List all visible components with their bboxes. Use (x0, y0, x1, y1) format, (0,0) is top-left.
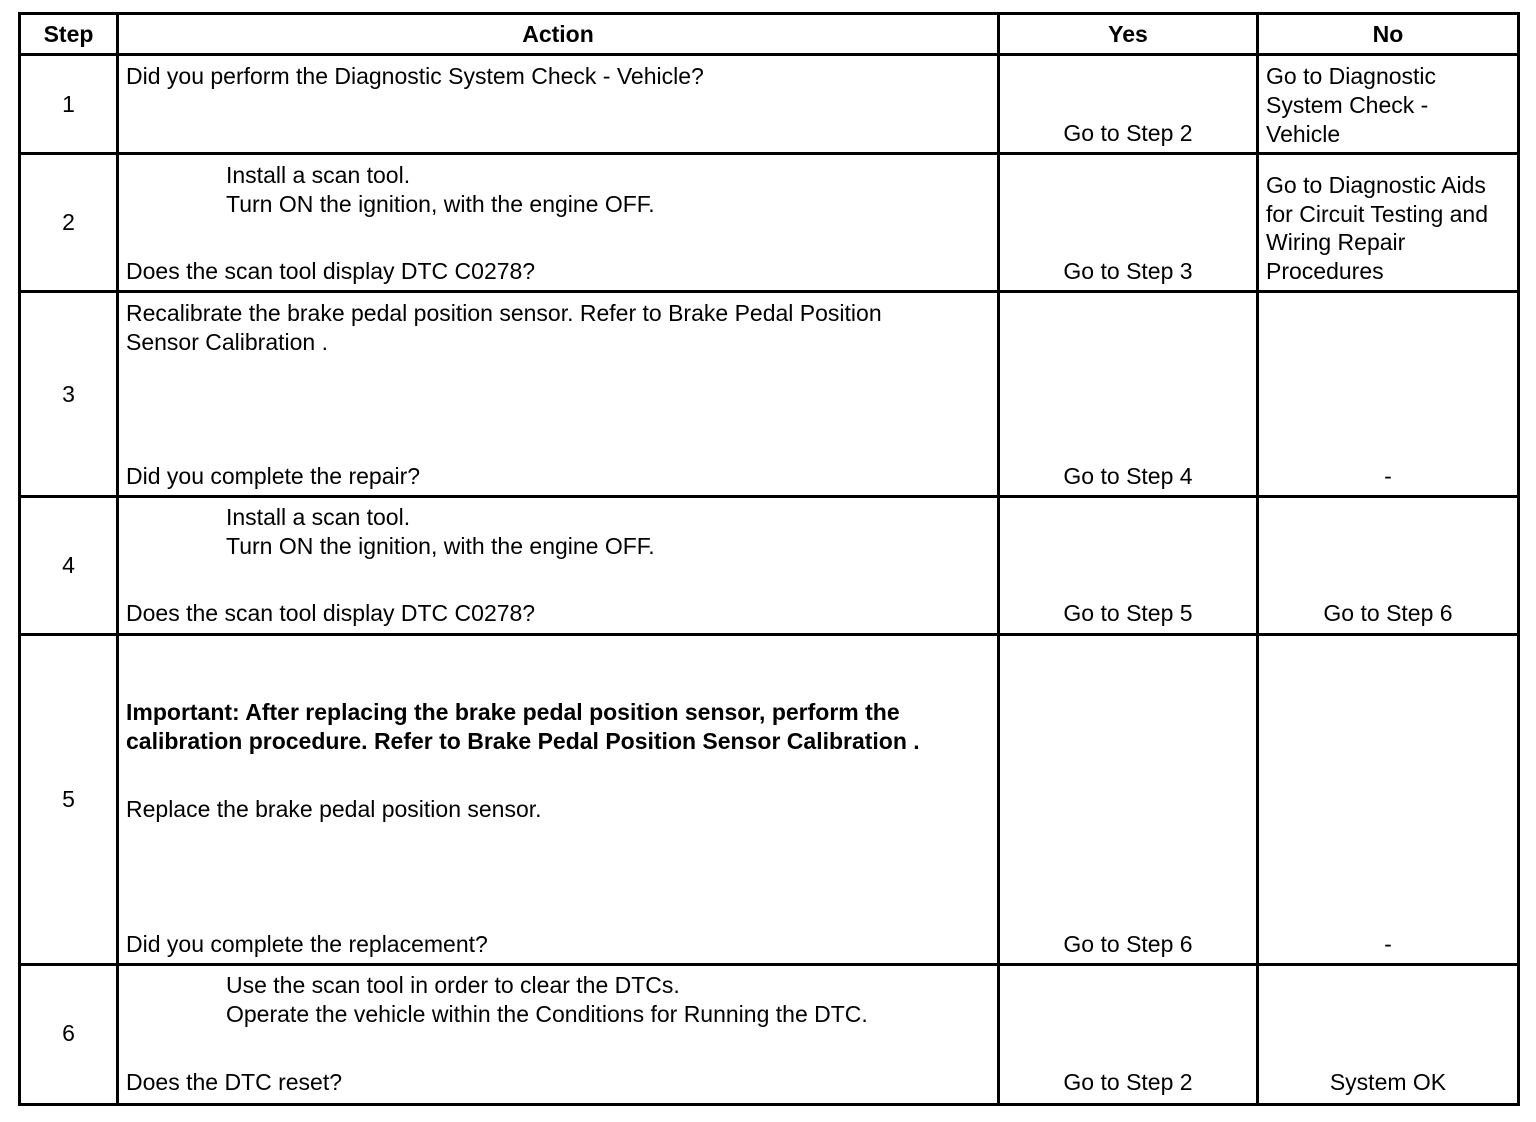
row-divider (21, 290, 1517, 293)
action-step-text: Operate the vehicle within the Conditions for Running the DTC. (226, 1001, 868, 1027)
action-question: Did you complete the replacement? (126, 931, 488, 957)
action-question: Does the DTC reset? (126, 1069, 343, 1095)
yes-result: Go to Step 4 (1063, 463, 1193, 489)
row-divider (21, 633, 1517, 636)
no-result-line: Go to Diagnostic (1266, 63, 1437, 89)
no-result-line: for Circuit Testing and (1266, 201, 1489, 227)
no-result-line: System Check - (1266, 92, 1429, 118)
action-step-text: Turn ON the ignition, with the engine OFF. (226, 533, 655, 559)
action-text: Replace the brake pedal position sensor. (126, 796, 542, 822)
column-divider (116, 15, 119, 1103)
yes-result: Go to Step 6 (1063, 931, 1193, 957)
no-result-line: Wiring Repair (1266, 229, 1406, 255)
row-divider (21, 495, 1517, 498)
important-note: Important: After replacing the brake pedal position sensor, perform the (126, 699, 900, 725)
action-text: Recalibrate the brake pedal position sensor. Refer to Brake Pedal Position (126, 300, 882, 326)
row-divider (21, 963, 1517, 966)
no-result: System OK (1329, 1069, 1447, 1095)
no-result: Go to Step 6 (1323, 600, 1453, 626)
step-number: 6 (62, 1020, 75, 1046)
no-result: - (1384, 463, 1392, 489)
no-result-line: Go to Diagnostic Aids (1266, 172, 1486, 198)
header-yes: Yes (1108, 21, 1148, 47)
step-number: 2 (62, 209, 75, 235)
action-step-text: Turn ON the ignition, with the engine OFF. (226, 191, 655, 217)
step-number: 4 (62, 552, 75, 578)
header-action: Action (522, 21, 594, 47)
action-text: Sensor Calibration . (126, 329, 328, 355)
action-text: Did you perform the Diagnostic System Check - Vehicle? (126, 63, 704, 89)
yes-result: Go to Step 3 (1063, 258, 1193, 284)
yes-result: Go to Step 2 (1063, 120, 1193, 146)
action-question: Does the scan tool display DTC C0278? (126, 600, 536, 626)
action-step-text: Use the scan tool in order to clear the DTCs. (226, 972, 680, 998)
no-result: - (1384, 931, 1392, 957)
yes-result: Go to Step 2 (1063, 1069, 1193, 1095)
step-number: 1 (62, 91, 75, 117)
action-question: Did you complete the repair? (126, 463, 421, 489)
yes-result: Go to Step 5 (1063, 600, 1193, 626)
header-step: Step (43, 21, 94, 47)
action-step-text: Install a scan tool. (226, 504, 411, 530)
action-step-text: Install a scan tool. (226, 162, 411, 188)
row-divider (21, 53, 1517, 56)
row-divider (21, 152, 1517, 155)
no-result-line: Vehicle (1266, 121, 1341, 147)
important-note: calibration procedure. Refer to Brake Pedal Position Sensor Calibration . (126, 728, 920, 754)
step-number: 3 (62, 381, 75, 407)
no-result-line: Procedures (1266, 258, 1384, 284)
step-number: 5 (62, 786, 75, 812)
action-question: Does the scan tool display DTC C0278? (126, 258, 536, 284)
header-no: No (1372, 21, 1404, 47)
